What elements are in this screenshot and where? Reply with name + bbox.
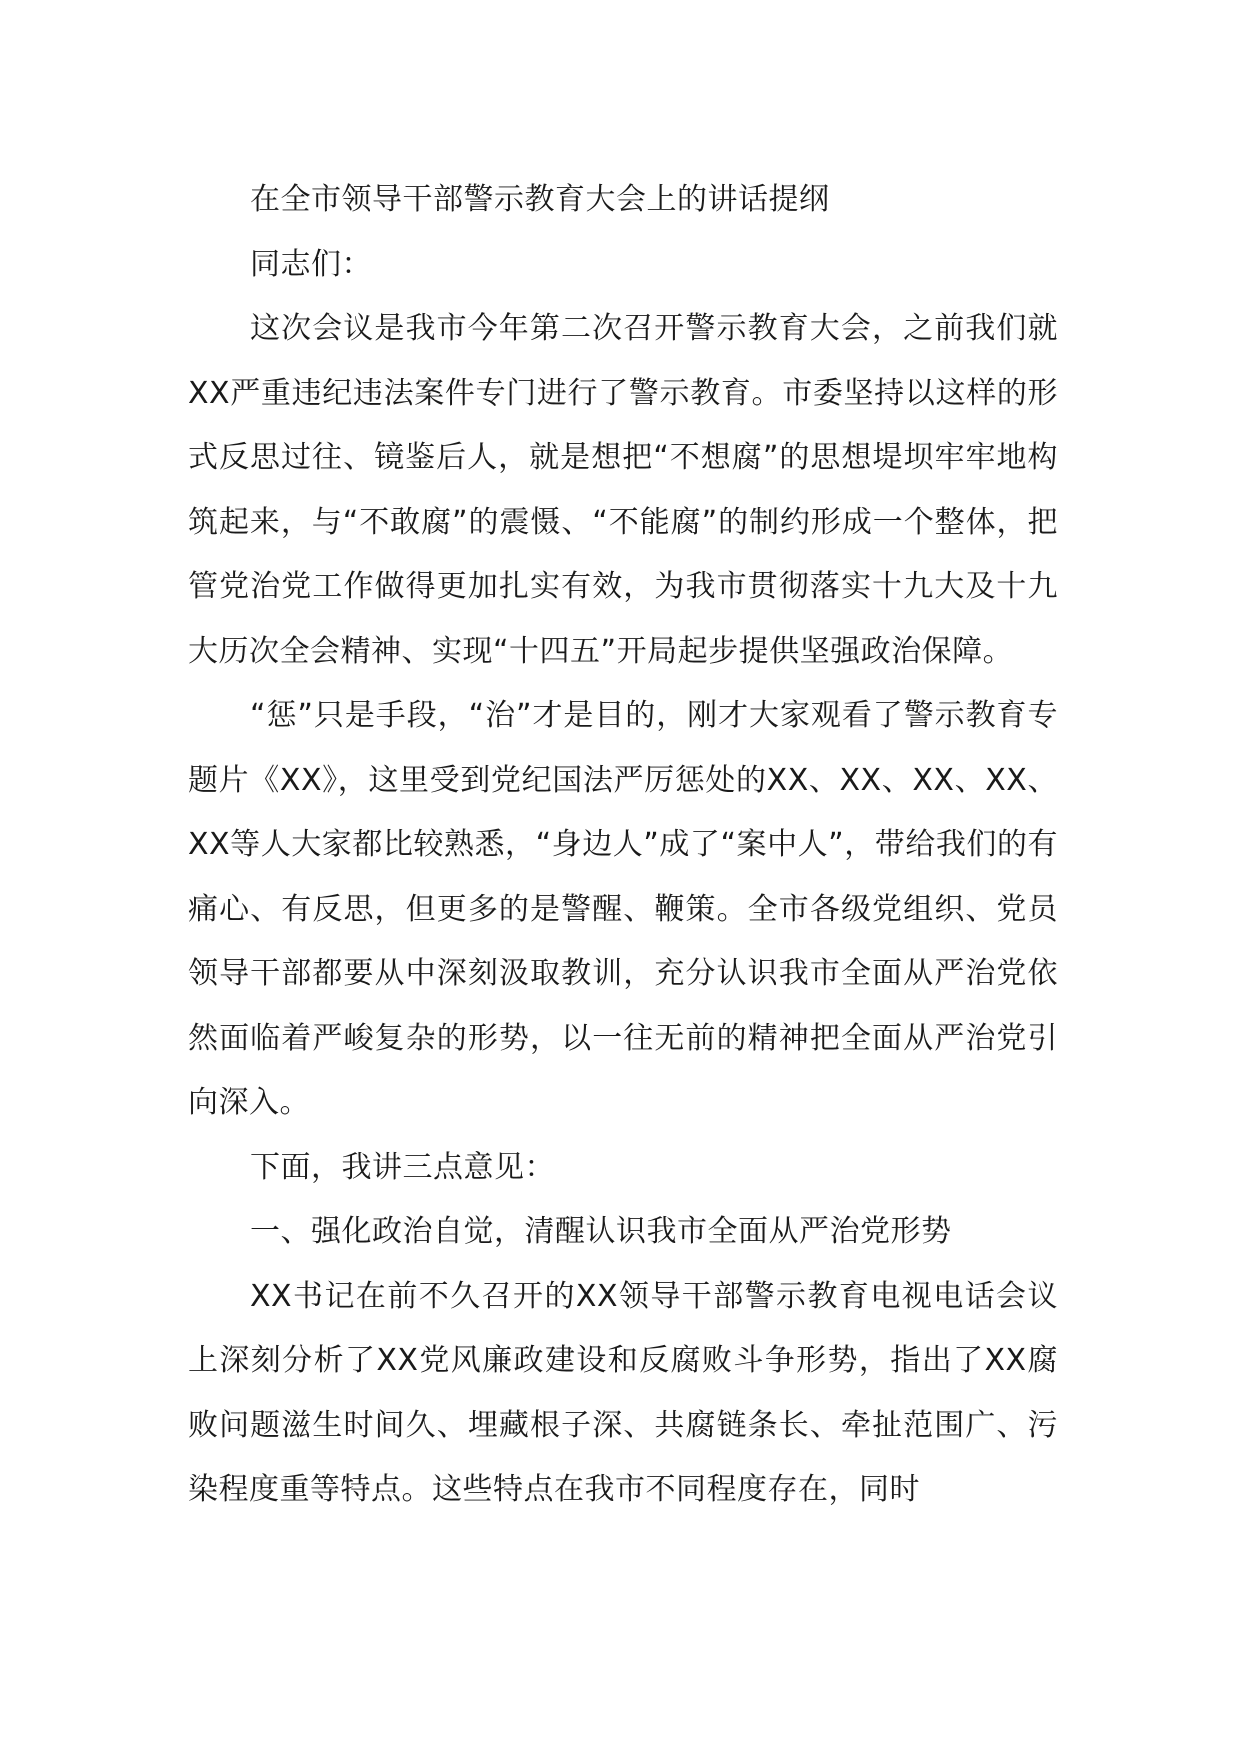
paragraph-three-points: 下面，我讲三点意见： [250,1149,555,1185]
salutation: 同志们： [250,246,372,282]
paragraph-intro: 这次会议是我市今年第二次召开警示教育大会，之前我们就XX严重违纪违法案件专门进行了警示教育。市委坚持以这样的形式反思过往、镜鉴后人，就是想把“不想腐”的思想堤坝牢牢地构筑起来，与“不敢腐”的震慑、“不能腐”的制约形成一个整体，把管党治党工作做得更加扎实有效，为我市贯彻落实十九大及十九大历次全会精神、实现“十四五”开局起步提供坚强政治保障。 [188,311,1058,669]
section-heading-1: 一、强化政治自觉，清醒认识我市全面从严治党形势 [250,1214,952,1249]
paragraph-section-1: XX书记在前不久召开的XX领导干部警示教育电视电话会议上深刻分析了XX党风廉政建设和反腐败斗争形势，指出了XX腐败问题滋生时间久、埋藏根子深、共腐链条长、牵扯范围广、污染程度重等特点。这些特点在我市不同程度存在，同时 [188,1278,1058,1507]
document-body [188,168,1058,1523]
document-title: 在全市领导干部警示教育大会上的讲话提纲 [250,182,830,217]
paragraph-warning-film: “惩”只是手段，“治”才是目的，刚才大家观看了警示教育专题片《XX》，这里受到党纪国法严厉惩处的XX、XX、XX、XX、XX等人大家都比较熟悉，“身边人”成了“案中人”，带给我们的有痛心、有反思，但更多的是警醒、鞭策。全市各级党组织、党员领导干部都要从中深刻汲取教训，充分认识我市全面从严治党依然面临着严峻复杂的形势，以一往无前的精神把全面从严治党引向深入。 [188,698,1058,1120]
